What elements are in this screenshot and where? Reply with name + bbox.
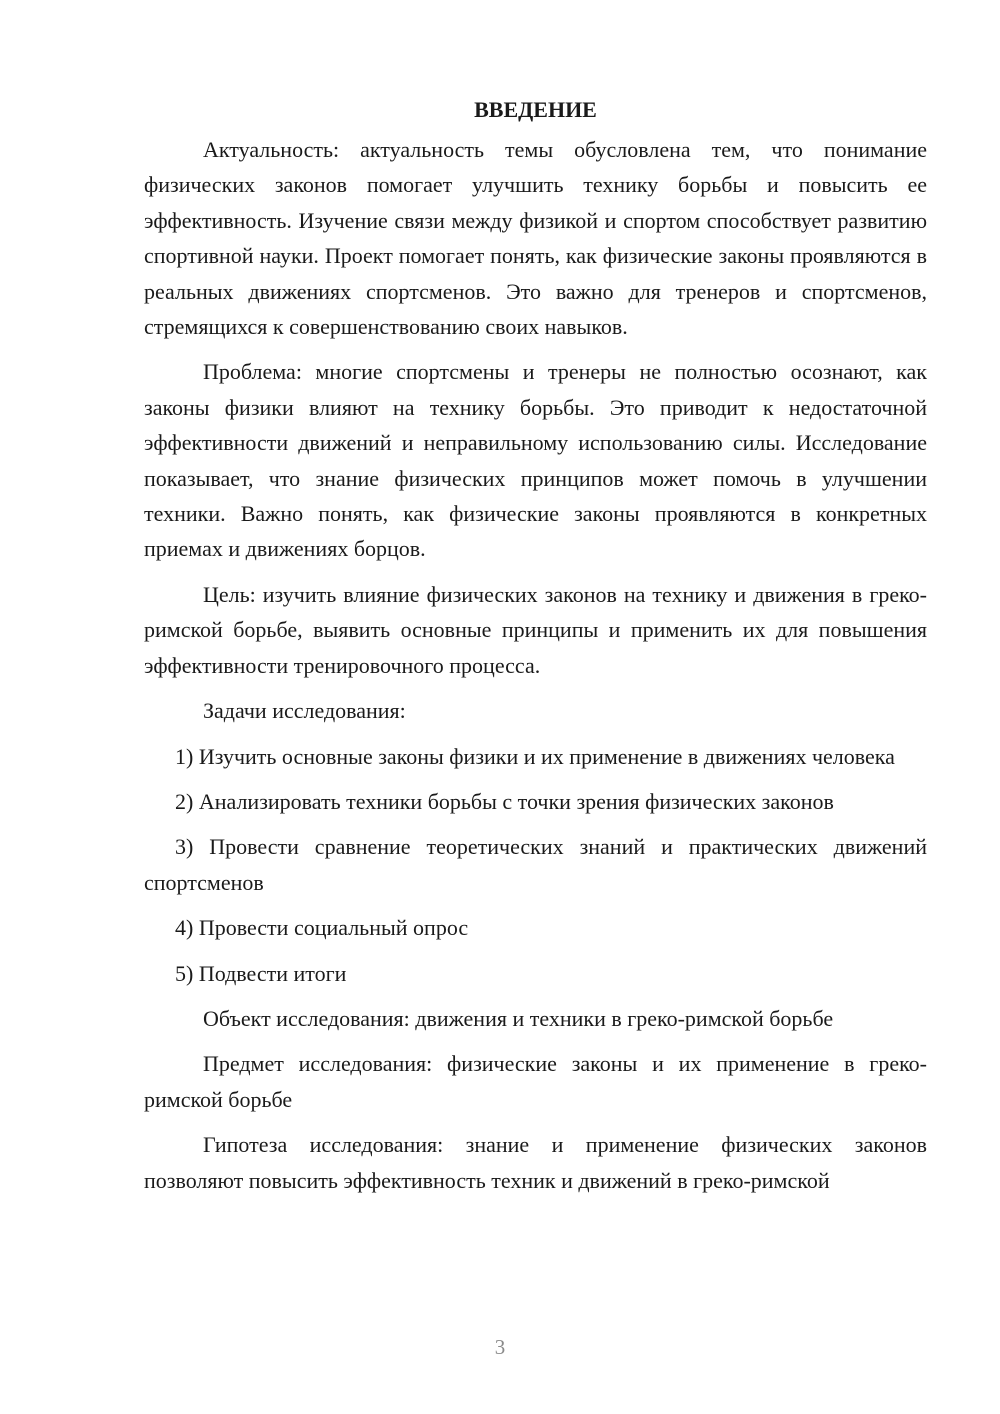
tasks-list: [144, 739, 927, 991]
problem-paragraph: Проблема: многие спортсмены и тренеры не полностью осознают, как законы физики влияют на технику борьбы. Это приводит к недостаточной эффективности движений и неправильному использованию силы. Исследование показывает, что знание физических принципов может помочь в улучшении техники. Важно понять, как физические законы проявляются в конкретных приемах и движениях борцов.: [144, 359, 927, 562]
section-title: ВВЕДЕНИЕ: [474, 97, 597, 122]
document-page: [144, 92, 927, 1208]
relevance-paragraph: Актуальность: актуальность темы обусловлена тем, что понимание физических законов помогает улучшить технику борьбы и повысить ее эффективность. Изучение связи между физикой и спортом способствует развитию спортивной науки. Проект помогает понять, как физические законы проявляются в реальных движениях спортсменов. Это важно для тренеров и спортсменов, стремящихся к совершенствованию своих навыков.: [144, 137, 927, 340]
object-paragraph: Объект исследования: движения и техники в греко-римской борьбе: [203, 1005, 834, 1031]
task-item: 1) Изучить основные законы физики и их применение в движениях человека: [175, 743, 895, 769]
task-item: 4) Провести социальный опрос: [175, 915, 469, 941]
page-number: 3: [494, 1335, 506, 1359]
subject-paragraph: Предмет исследования: физические законы и их применение в греко-римской борьбе: [144, 1051, 927, 1112]
task-item: 2) Анализировать техники борьбы с точки зрения физических законов: [175, 788, 834, 814]
hypothesis-paragraph: Гипотеза исследования: знание и применение физических законов позволяют повысить эффективность техник и движений в греко-римской: [144, 1132, 927, 1193]
task-item: 3) Провести сравнение теоретических знаний и практических движений спортсменов: [144, 834, 927, 895]
task-item: 5) Подвести итоги: [175, 960, 347, 986]
tasks-heading: Задачи исследования:: [203, 698, 406, 724]
goal-paragraph: Цель: изучить влияние физических законов на технику и движения в греко-римской борьбе, выявить основные принципы и применить их для повышения эффективности тренировочного процесса.: [144, 581, 927, 678]
